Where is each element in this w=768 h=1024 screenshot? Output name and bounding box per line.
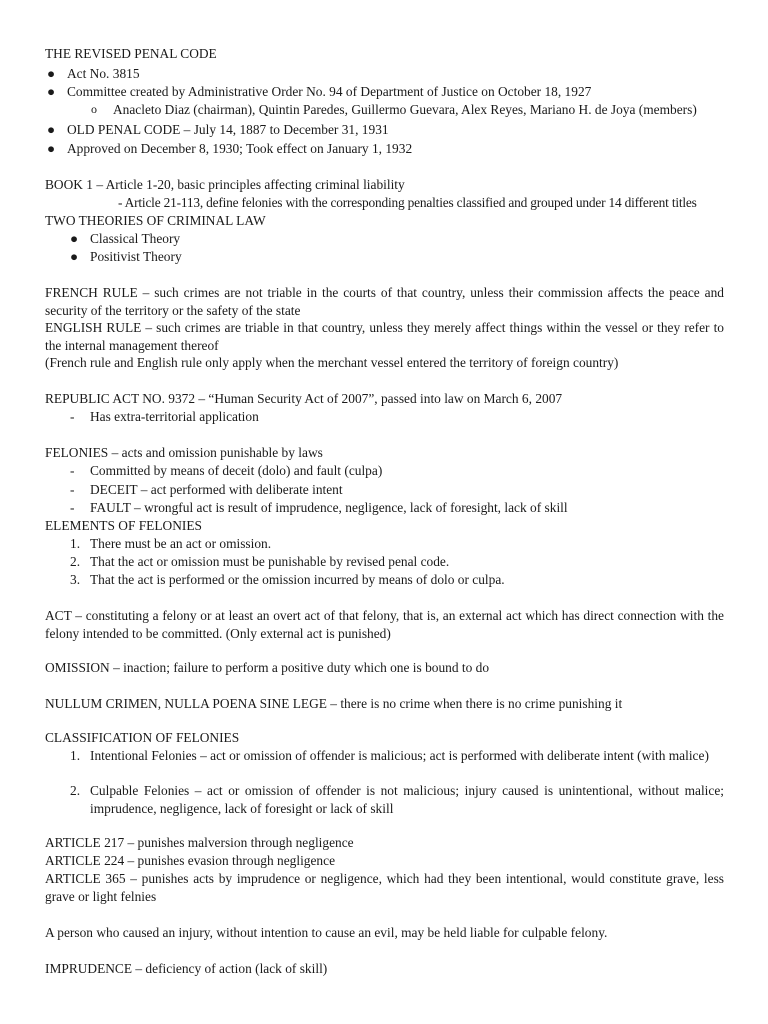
item-number: 1.	[70, 536, 81, 551]
item-number: 3.	[70, 572, 81, 587]
bullet-icon: ●	[47, 141, 56, 156]
bullet-icon: ●	[47, 66, 56, 81]
dash-item: - Committed by means of deceit (dolo) and fault (culpa)	[70, 463, 383, 478]
numbered-item: 1. There must be an act or omission.	[70, 536, 272, 551]
bullet-item: ● Committee created by Administrative Order No. 94 of Department of Justice on October 18, 1927	[47, 84, 592, 99]
article-224-line: ARTICLE 224 – punishes evasion through negligence	[45, 853, 336, 868]
culpable-note: A person who caused an injury, without intention to cause an evil, may be held liable for culpable felony.	[45, 925, 608, 940]
nullum-crimen-line: NULLUM CRIMEN, NULLA POENA SINE LEGE – there is no crime when there is no crime punishing it	[45, 696, 623, 711]
item-number: 1.	[70, 748, 81, 763]
book1-sub-line: - Article 21-113, define felonies with the corresponding penalties classified and grouped under 14 different titles	[118, 195, 697, 210]
dash-item: - Has extra-territorial application	[70, 409, 259, 424]
rules-note: (French rule and English rule only apply when the merchant vessel entered the territory of foreign country)	[45, 355, 619, 370]
classification-heading: CLASSIFICATION OF FELONIES	[45, 730, 240, 745]
numbered-item: 3. That the act is performed or the omission incurred by means of dolo or culpa.	[70, 572, 505, 587]
book1-line: BOOK 1 – Article 1-20, basic principles affecting criminal liability	[45, 177, 405, 192]
dash-icon: -	[70, 409, 75, 424]
imprudence-definition: IMPRUDENCE – deficiency of action (lack of skill)	[45, 961, 328, 976]
bullet-item: ● Act No. 3815	[47, 66, 140, 81]
article-217-line: ARTICLE 217 – punishes malversion through negligence	[45, 835, 354, 850]
circle-bullet-icon: o	[91, 102, 97, 116]
item-number: 2.	[70, 554, 81, 569]
numbered-item: 2. Culpable Felonies – act or omission of offender is not malicious; injury caused is unintentional, without malice; imprudence, negligence, lack of foresight or lack of skill	[70, 783, 724, 816]
numbered-item: 1. Intentional Felonies – act or omission of offender is malicious; act is performed with deliberate intent (with malice)	[70, 748, 709, 763]
document-title: THE REVISED PENAL CODE	[45, 46, 217, 61]
dash-item: - DECEIT – act performed with deliberate intent	[70, 482, 343, 497]
dash-icon: -	[70, 463, 75, 478]
omission-definition: OMISSION – inaction; failure to perform a positive duty which one is bound to do	[45, 660, 490, 675]
bullet-icon: ●	[47, 122, 56, 137]
bullet-item: ● OLD PENAL CODE – July 14, 1887 to December 31, 1931	[47, 122, 389, 137]
article-365-paragraph: ARTICLE 365 – punishes acts by imprudence or negligence, which had they been intentional, would constitute grave, less grave or light felnies	[45, 871, 724, 904]
dash-item: - FAULT – wrongful act is result of imprudence, negligence, lack of foresight, lack of skill	[70, 500, 568, 515]
elements-heading: ELEMENTS OF FELONIES	[45, 518, 202, 533]
sub-bullet-item: o Anacleto Diaz (chairman), Quintin Paredes, Guillermo Guevara, Alex Reyes, Mariano H. de Joya (members)	[91, 102, 697, 117]
bullet-item: ● Approved on December 8, 1930; Took effect on January 1, 1932	[47, 141, 413, 156]
english-rule-paragraph: ENGLISH RULE – such crimes are triable in that country, unless they merely affect things within the vessel or they refer to the internal management thereof	[45, 320, 724, 353]
french-rule-paragraph: FRENCH RULE – such crimes are not triable in the courts of that country, unless their commission affects the peace and security of the territory or the safety of the state	[45, 285, 724, 318]
dash-icon: -	[70, 500, 75, 515]
act-definition: ACT – constituting a felony or at least an overt act of that felony, that is, an external act which has direct connection with the felony intended to be committed. (Only external act is punished)	[45, 608, 724, 641]
bullet-icon: ●	[70, 249, 79, 264]
dash-icon: -	[70, 482, 75, 497]
bullet-icon: ●	[47, 84, 56, 99]
bullet-item: ● Positivist Theory	[70, 249, 182, 264]
felonies-line: FELONIES – acts and omission punishable by laws	[45, 445, 323, 460]
bullet-icon: ●	[70, 231, 79, 246]
theories-heading: TWO THEORIES OF CRIMINAL LAW	[45, 213, 266, 228]
ra9372-line: REPUBLIC ACT NO. 9372 – “Human Security Act of 2007”, passed into law on March 6, 2007	[45, 391, 563, 406]
numbered-item: 2. That the act or omission must be punishable by revised penal code.	[70, 554, 450, 569]
item-number: 2.	[70, 783, 81, 798]
bullet-item: ● Classical Theory	[70, 231, 181, 246]
